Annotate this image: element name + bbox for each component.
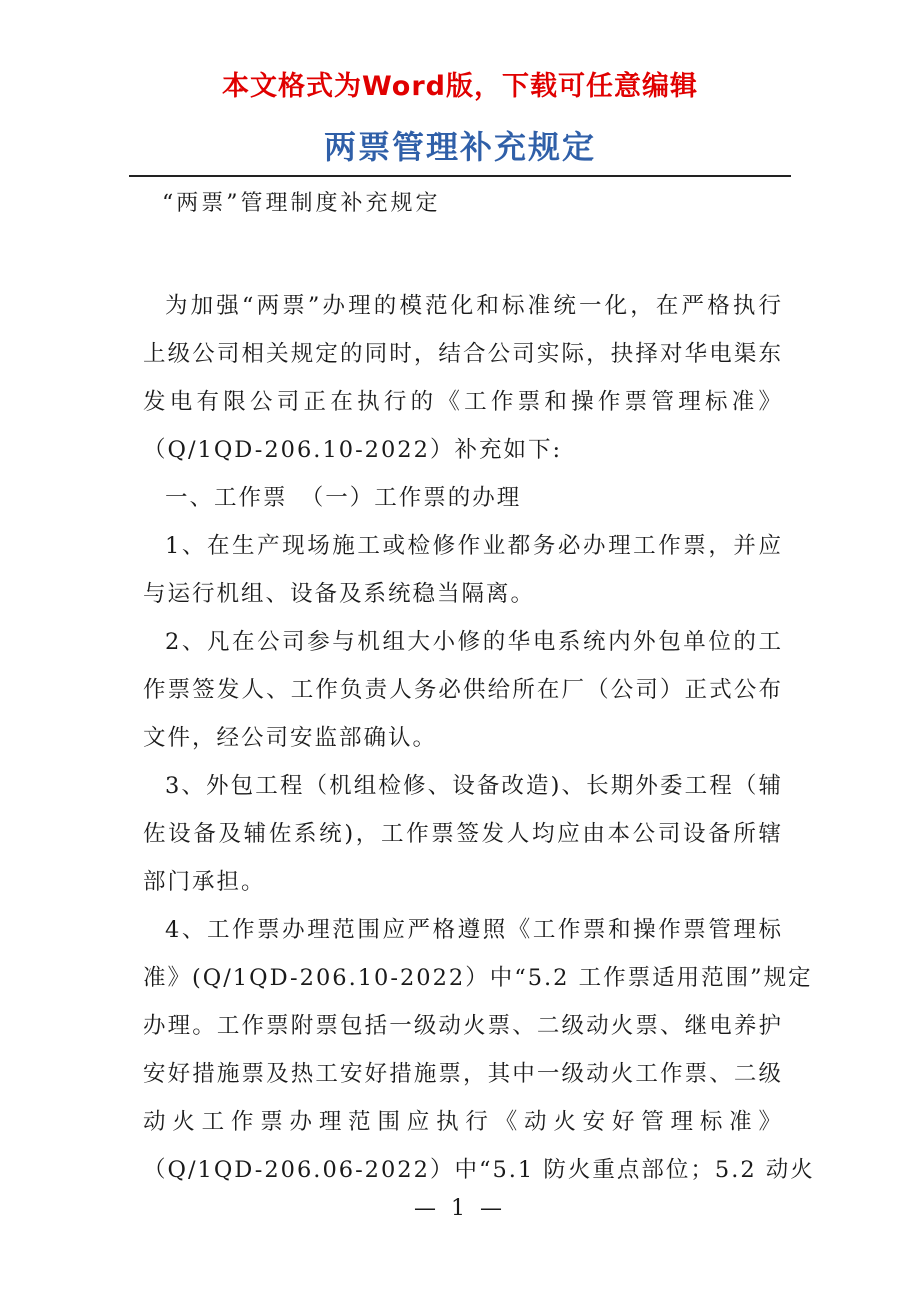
document-body xyxy=(143,282,815,1194)
body-line: （Q/1QD-206.06-2022）中“5.1 防火重点部位；5.2 动火 xyxy=(143,1157,815,1183)
body-line: 文件，经公司安监部确认。 xyxy=(143,725,438,751)
banner-notice: 本文格式为Word版，下载可任意编辑 xyxy=(221,71,698,102)
body-line: 发电有限公司正在执行的《工作票和操作票管理标准》 xyxy=(143,389,783,415)
body-line: 办理。工作票附票包括一级动火票、二级动火票、继电养护 xyxy=(143,1013,783,1039)
body-line: 3、外包工程（机组检修、设备改造)、长期外委工程（辅 xyxy=(165,773,783,799)
body-line: 部门承担。 xyxy=(143,869,266,895)
title-divider xyxy=(129,175,791,177)
page-number: — 1 — xyxy=(414,1196,506,1221)
section-heading: 一、工作票 （一）工作票的办理 xyxy=(165,485,522,511)
body-line: 安好措施票及热工安好措施票，其中一级动火工作票、二级 xyxy=(143,1061,783,1087)
subtitle: “两票”管理制度补充规定 xyxy=(162,191,441,216)
document-title: 两票管理补充规定 xyxy=(323,128,596,166)
body-line: 4、工作票办理范围应严格遵照《工作票和操作票管理标 xyxy=(165,917,783,943)
body-line: 与运行机组、设备及系统稳当隔离。 xyxy=(143,581,536,607)
body-line: 作票签发人、工作负责人务必供给所在厂（公司）正式公布 xyxy=(143,677,783,703)
body-line: 2、凡在公司参与机组大小修的华电系统内外包单位的工 xyxy=(165,629,783,655)
body-line: 为加强“两票”办理的模范化和标准统一化，在严格执行 xyxy=(165,293,783,319)
body-line: 1、在生产现场施工或检修作业都务必办理工作票，并应 xyxy=(165,533,783,559)
body-line: 动火工作票办理范围应执行《动火安好管理标准》 xyxy=(143,1109,783,1135)
body-line: 上级公司相关规定的同时，结合公司实际，抉择对华电渠东 xyxy=(143,341,783,367)
body-line: （Q/1QD-206.10-2022）补充如下: xyxy=(143,437,563,463)
body-line: 佐设备及辅佐系统)，工作票签发人均应由本公司设备所辖 xyxy=(143,821,783,847)
body-line: 准》(Q/1QD-206.10-2022）中“5.2 工作票适用范围”规定 xyxy=(143,965,813,991)
